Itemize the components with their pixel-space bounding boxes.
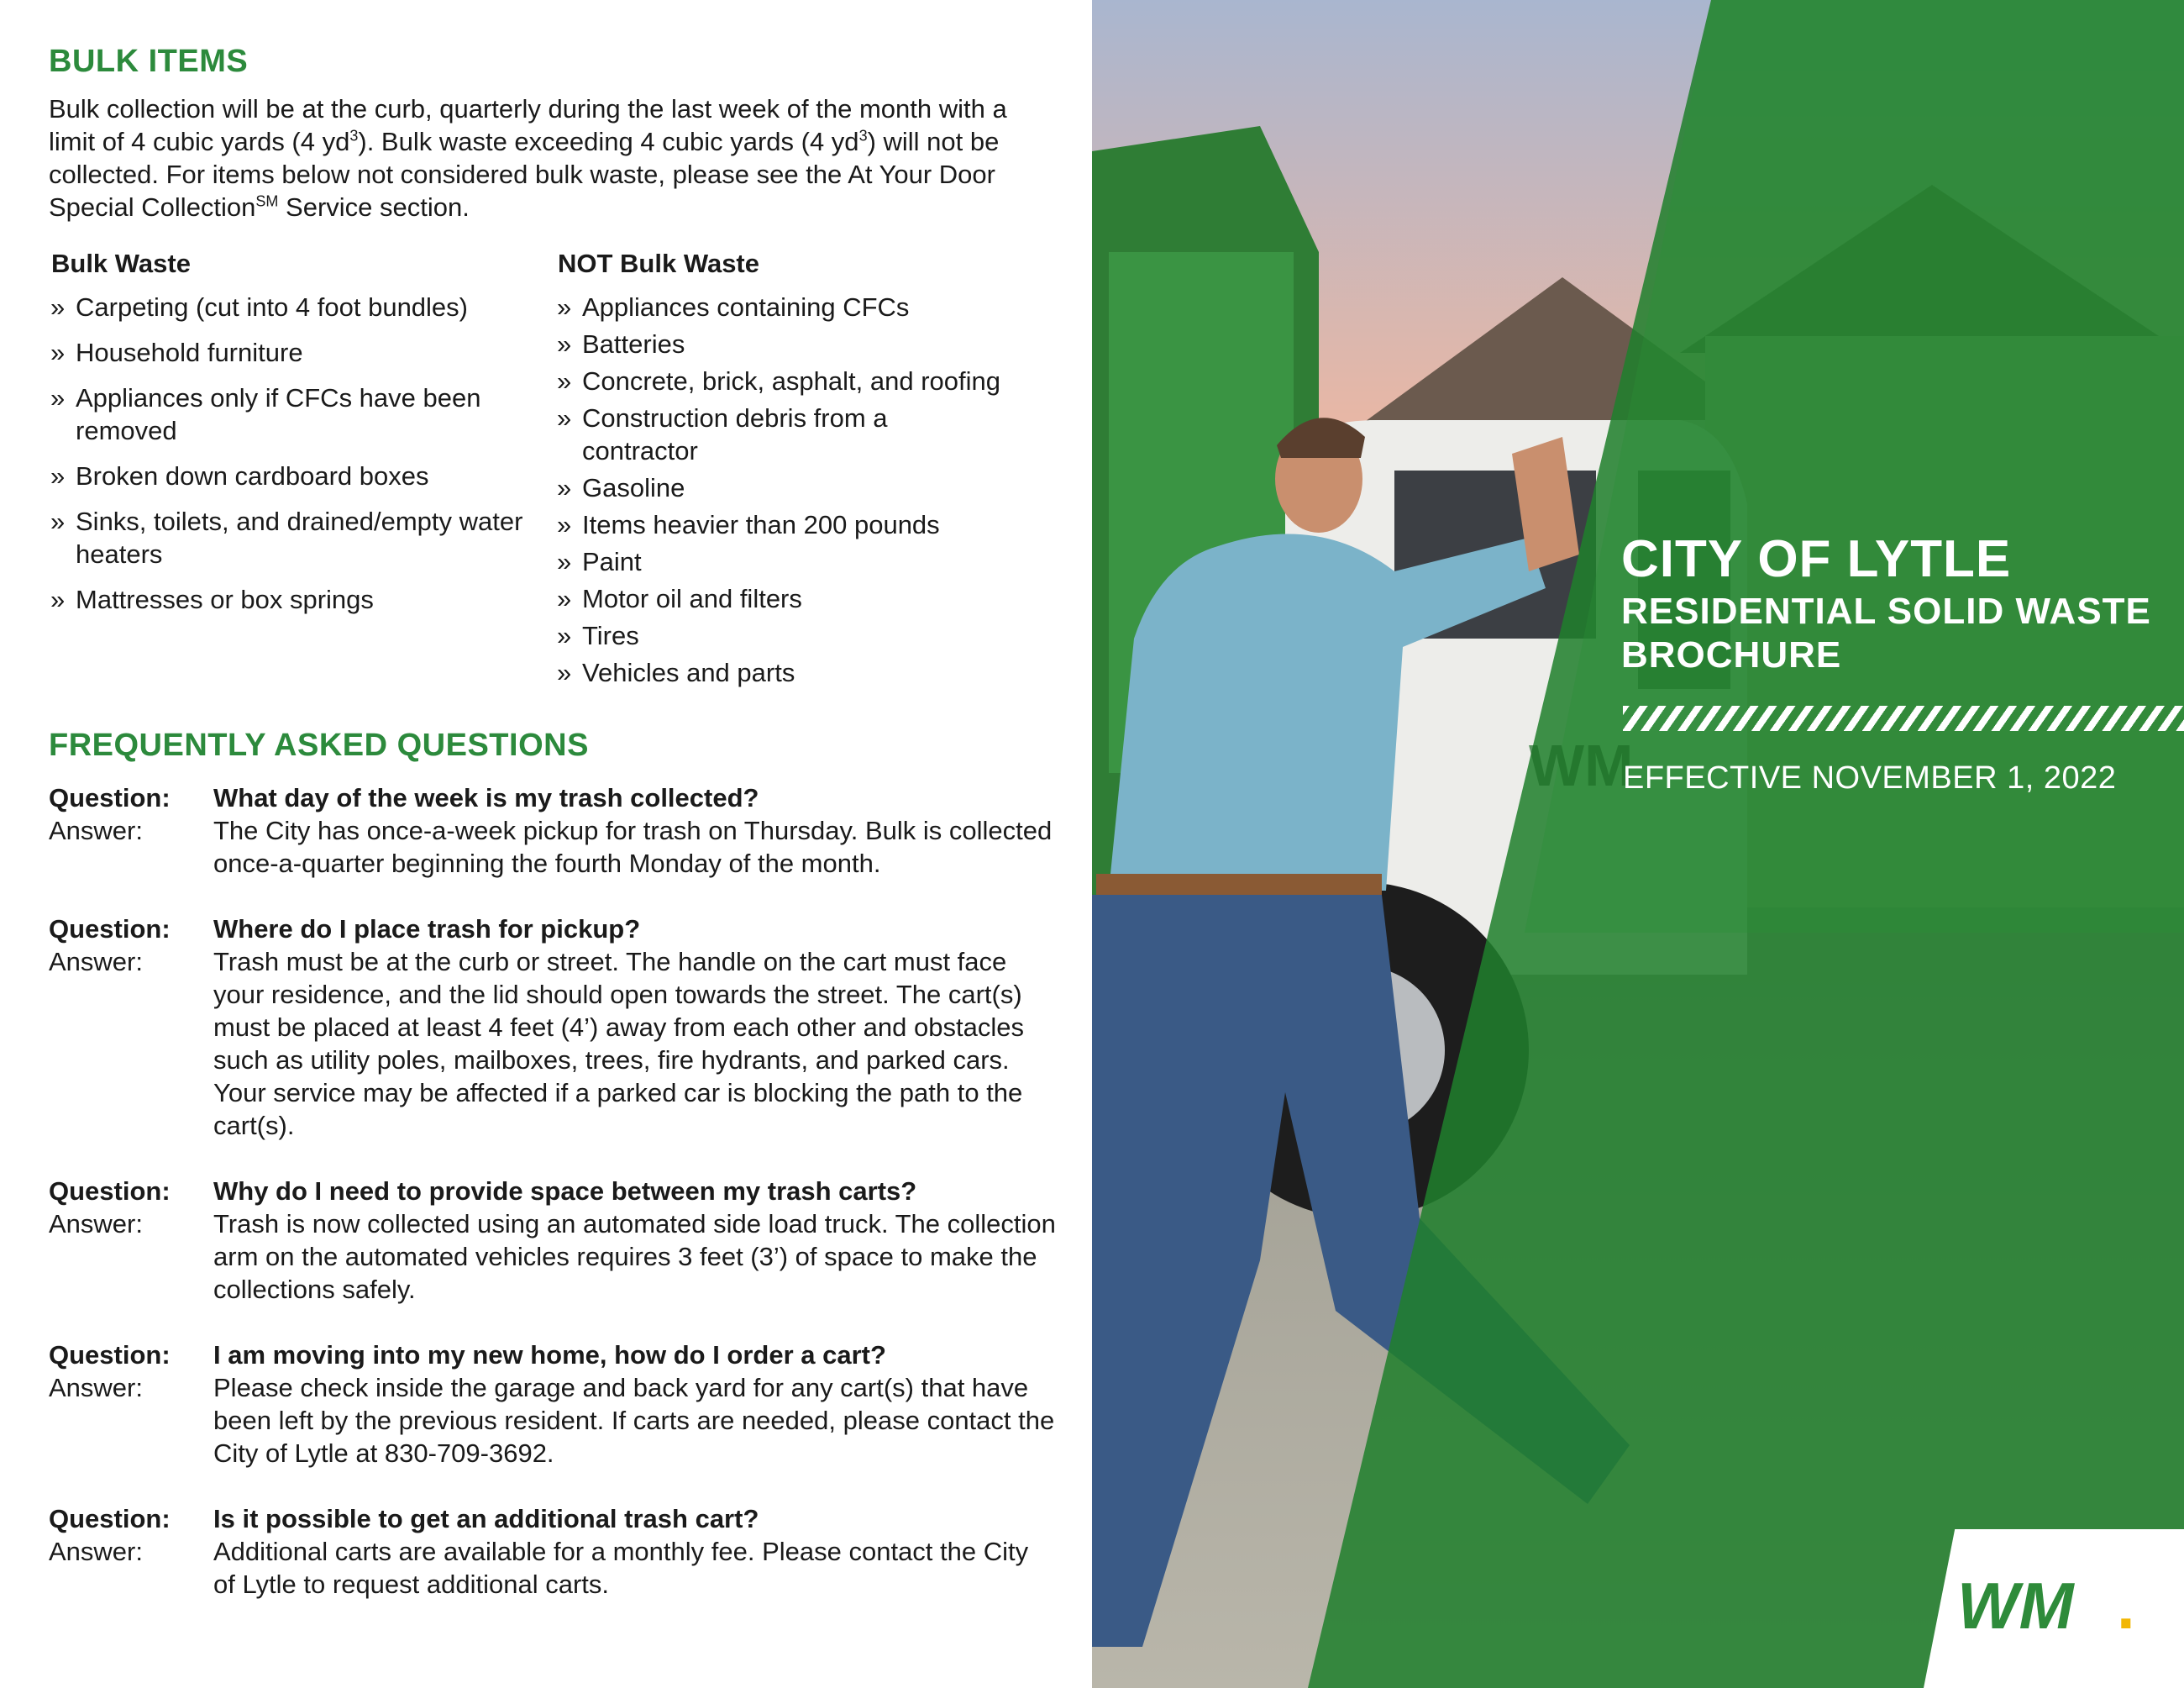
city-name: CITY OF LYTLE xyxy=(1621,530,2012,588)
not-bulk-waste-heading: NOT Bulk Waste xyxy=(558,249,759,278)
list-item: » Carpeting (cut into 4 foot bundles) xyxy=(49,291,553,323)
bulk-waste-list xyxy=(49,291,553,616)
question-label: Question: xyxy=(49,1176,171,1206)
stripe-divider xyxy=(1623,706,2184,731)
list-item: » Mattresses or box springs xyxy=(49,583,553,616)
bulk-items-intro: Bulk collection will be at the curb, quarterly during the last week of the month with a limit of 4 cubic yards (4 $yd^3$). Bulk waste exceeding 4 cubic yards (4 $yd^3$) will not be collected. For items below not considered bulk waste, please see the At Your Door Special Collection℠ Service section. xyxy=(49,94,1007,222)
list-item: » Tires xyxy=(555,619,1059,652)
list-item: » Paint xyxy=(555,545,1059,578)
bulk-waste-heading: Bulk Waste xyxy=(51,249,191,278)
brochure-subtitle: RESIDENTIAL SOLID WASTE BROCHURE xyxy=(1621,591,2151,676)
list-item: » Appliances containing CFCs xyxy=(555,291,1059,323)
list-item: » Construction debris from a contractor xyxy=(555,402,960,467)
question-label: Question: xyxy=(49,783,171,812)
faq-item xyxy=(49,781,1057,880)
list-item: » Vehicles and parts xyxy=(555,656,1059,689)
list-item: » Sinks, toilets, and drained/empty water heaters xyxy=(49,505,553,571)
list-item: » Batteries xyxy=(555,328,1059,360)
question-text: I am moving into my new home, how do I order a cart? xyxy=(213,1340,886,1370)
answer-text: Additional carts are available for a monthly fee. Please contact the City of Lytle to request additional carts. xyxy=(213,1537,1029,1599)
list-item: » Gasoline xyxy=(555,471,1059,504)
list-item: » Motor oil and filters xyxy=(555,582,1059,615)
faq-item xyxy=(49,1338,1057,1470)
question-text: Is it possible to get an additional trash cart? xyxy=(213,1504,759,1533)
faq-item xyxy=(49,1502,1057,1601)
not-bulk-waste-list xyxy=(555,291,1059,689)
faq-item xyxy=(49,912,1057,1142)
list-item: » Concrete, brick, asphalt, and roofing xyxy=(555,365,1059,397)
question-text: What day of the week is my trash collected? xyxy=(213,783,759,812)
list-item: » Items heavier than 200 pounds xyxy=(555,508,1059,541)
cover-photo xyxy=(1092,0,2184,1688)
cover-panel xyxy=(1092,0,2184,1688)
cover-title-block xyxy=(1621,529,2159,677)
faq-item xyxy=(49,1175,1057,1306)
question-label: Question: xyxy=(49,1340,171,1370)
answer-label: Answer: xyxy=(49,816,143,845)
truck-logo: WM xyxy=(1529,733,1634,798)
answer-text: Please check inside the garage and back yard for any cart(s) that have been left by the previous resident. If carts are needed, please contact the City of Lytle at 830-709-3692. xyxy=(213,1373,1055,1468)
effective-date: EFFECTIVE NOVEMBER 1, 2022 xyxy=(1623,760,2117,796)
list-item: » Appliances only if CFCs have been removed xyxy=(49,381,553,447)
answer-label: Answer: xyxy=(49,1209,143,1238)
wm-logo xyxy=(1957,1580,2142,1638)
faq-title: FREQUENTLY ASKED QUESTIONS xyxy=(49,728,589,763)
answer-label: Answer: xyxy=(49,1373,143,1402)
answer-label: Answer: xyxy=(49,947,143,976)
bulk-items-title: BULK ITEMS xyxy=(49,44,249,79)
question-label: Question: xyxy=(49,914,171,944)
answer-text: Trash is now collected using an automated side load truck. The collection arm on the automated vehicles requires 3 feet (3’) of space to make the collections safely. xyxy=(213,1209,1056,1304)
faq-list xyxy=(49,781,1057,1633)
question-text: Where do I place trash for pickup? xyxy=(213,914,641,944)
answer-text: The City has once-a-week pickup for trash on Thursday. Bulk is collected once-a-quarter beginning the fourth Monday of the month. xyxy=(213,816,1053,878)
question-text: Why do I need to provide space between my trash carts? xyxy=(213,1176,917,1206)
answer-text: Trash must be at the curb or street. The handle on the cart must face your residence, and the lid should open towards the street. The cart(s) must be placed at least 4 feet (4’) away from each other and obstacles such as utility poles, mailboxes, trees, fire hydrants, and parked cars. Your service may be affected if a parked car is blocking the path to the cart(s). xyxy=(213,947,1024,1140)
list-item: » Broken down cardboard boxes xyxy=(49,460,553,492)
wm-logo-w: WM xyxy=(1957,1580,2074,1638)
not-bulk-waste-column xyxy=(555,249,1059,693)
question-label: Question: xyxy=(49,1504,171,1533)
list-item: » Household furniture xyxy=(49,336,553,369)
bulk-waste-column xyxy=(49,249,553,628)
wm-logo-dot: . xyxy=(2117,1580,2135,1638)
answer-label: Answer: xyxy=(49,1537,143,1566)
